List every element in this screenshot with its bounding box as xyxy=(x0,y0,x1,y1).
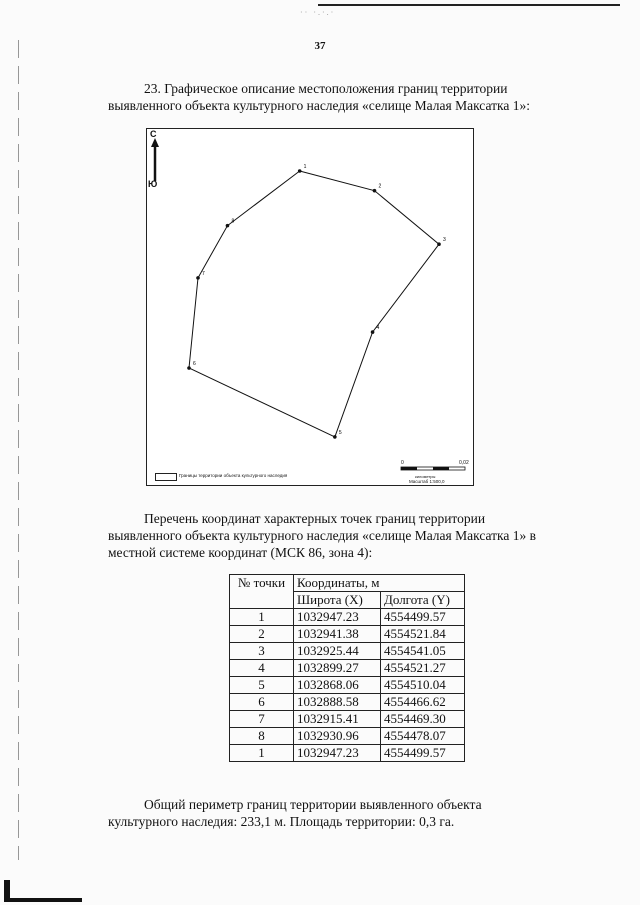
summary-word: выявленного xyxy=(359,797,434,812)
intro-word: Малая xyxy=(414,528,452,543)
heading-word: территории xyxy=(441,81,508,96)
intro-word: культурного xyxy=(233,528,304,543)
summary-word: объекта xyxy=(436,797,482,812)
cell-longitude: 4554510.04 xyxy=(381,677,465,694)
scale-ratio-label: Масштаб 1:500,0 xyxy=(409,479,445,484)
cell-point-number: 6 xyxy=(230,694,294,711)
cell-point-number: 8 xyxy=(230,728,294,745)
cell-point-number: 1 xyxy=(230,609,294,626)
summary-word: границ xyxy=(246,797,287,812)
intro-word: территории xyxy=(418,511,486,526)
intro-word: «селище xyxy=(362,528,412,543)
section-number: 23. xyxy=(144,81,161,96)
header-point-number: № точки xyxy=(230,575,294,609)
scan-top-edge xyxy=(318,4,620,6)
boundary-point-label: 4 xyxy=(376,325,380,332)
legend-label: Границы территории объекта культурного наследия xyxy=(179,473,288,478)
north-arrow xyxy=(151,138,159,181)
summary-word: периметр xyxy=(188,797,244,812)
boundary-map xyxy=(146,128,474,486)
table-row xyxy=(230,626,465,643)
cell-latitude: 1032947.23 xyxy=(294,745,381,762)
cell-point-number: 3 xyxy=(230,643,294,660)
cell-longitude: 4554521.27 xyxy=(381,660,465,677)
cell-longitude: 4554521.84 xyxy=(381,626,465,643)
boundary-point xyxy=(437,242,441,246)
scan-noise: ·· ·.·.· xyxy=(300,8,336,17)
boundary-point-label: 7 xyxy=(202,270,205,277)
intro-word: границ xyxy=(375,511,416,526)
cell-longitude: 4554541.05 xyxy=(381,643,465,660)
cell-point-number: 2 xyxy=(230,626,294,643)
coordinates-intro xyxy=(108,510,588,561)
boundary-point xyxy=(298,169,302,173)
section-heading-line-2: выявленного объекта культурного наследия «селище Малая Максатка 1»: xyxy=(108,98,530,113)
intro-word: выявленного xyxy=(108,528,182,543)
boundary-point-label: 5 xyxy=(338,429,342,436)
heading-word: местоположения xyxy=(298,81,395,96)
summary-word: Общий xyxy=(144,797,186,812)
scale-zero-label: 0 xyxy=(401,460,404,466)
cell-point-number: 7 xyxy=(230,711,294,728)
intro-line-3: местной системе координат (МСК 86, зона 4): xyxy=(108,545,373,560)
boundary-point-label: 2 xyxy=(378,183,382,190)
cell-latitude: 1032930.96 xyxy=(294,728,381,745)
cell-longitude: 4554499.57 xyxy=(381,745,465,762)
intro-word: точек xyxy=(340,511,373,526)
table-row xyxy=(230,609,465,626)
south-label: Ю xyxy=(148,179,158,189)
scan-bottom-edge xyxy=(10,898,82,902)
intro-word: Максатка xyxy=(455,528,510,543)
header-latitude: Широта (X) xyxy=(294,592,381,609)
boundary-point xyxy=(196,276,200,280)
summary-line-1 xyxy=(108,796,588,813)
intro-word: наследия xyxy=(306,528,359,543)
intro-word: объекта xyxy=(185,528,230,543)
cell-latitude: 1032868.06 xyxy=(294,677,381,694)
boundary-point xyxy=(187,366,191,370)
table-row xyxy=(230,694,465,711)
boundary-point-label: 6 xyxy=(193,360,196,367)
header-longitude: Долгота (Y) xyxy=(381,592,465,609)
boundary-point xyxy=(371,330,375,334)
cell-latitude: 1032899.27 xyxy=(294,660,381,677)
table-header-row xyxy=(230,575,465,592)
table-row xyxy=(230,677,465,694)
table-row xyxy=(230,660,465,677)
cell-latitude: 1032947.23 xyxy=(294,609,381,626)
summary-paragraph xyxy=(108,796,588,830)
intro-word: 1» xyxy=(512,528,527,543)
boundary-point xyxy=(226,224,230,228)
heading-word: границ xyxy=(397,81,438,96)
cell-point-number: 4 xyxy=(230,660,294,677)
table-row xyxy=(230,728,465,745)
intro-word: Перечень xyxy=(144,511,199,526)
header-coordinates: Координаты, м xyxy=(294,575,465,592)
intro-word: характерных xyxy=(263,511,338,526)
scale-bar xyxy=(401,467,465,470)
heading-word: Графическое xyxy=(164,81,238,96)
boundary-point xyxy=(333,435,337,439)
cell-longitude: 4554466.62 xyxy=(381,694,465,711)
table-row xyxy=(230,643,465,660)
intro-line-1 xyxy=(108,510,588,527)
summary-line-2: культурного наследия: 233,1 м. Площадь территории: 0,3 га. xyxy=(108,814,455,829)
cell-latitude: 1032941.38 xyxy=(294,626,381,643)
cell-point-number: 5 xyxy=(230,677,294,694)
boundary-map-canvas xyxy=(147,129,473,485)
legend-swatch xyxy=(155,473,177,481)
cell-latitude: 1032888.58 xyxy=(294,694,381,711)
scale-units-label: километры xyxy=(415,474,436,479)
boundary-point xyxy=(373,189,377,193)
summary-word: территории xyxy=(290,797,357,812)
cell-longitude: 4554499.57 xyxy=(381,609,465,626)
table-row xyxy=(230,745,465,762)
scale-max-label: 0,02 xyxy=(459,460,469,466)
boundary-polygon xyxy=(189,171,439,437)
heading-word: описание xyxy=(241,81,295,96)
table-row xyxy=(230,711,465,728)
cell-longitude: 4554478.07 xyxy=(381,728,465,745)
section-heading-line-1 xyxy=(108,80,588,97)
north-label: С xyxy=(150,129,157,139)
boundary-point-label: 1 xyxy=(303,164,307,170)
cell-point-number: 1 xyxy=(230,745,294,762)
intro-word: координат xyxy=(201,511,261,526)
boundary-point-label: 8 xyxy=(231,218,235,225)
cell-longitude: 4554469.30 xyxy=(381,711,465,728)
scan-left-edge xyxy=(18,40,19,860)
page-number: 37 xyxy=(314,40,326,52)
cell-latitude: 1032925.44 xyxy=(294,643,381,660)
section-heading xyxy=(108,80,588,114)
coordinates-table xyxy=(229,574,465,762)
boundary-point-label: 3 xyxy=(443,237,446,244)
intro-word: в xyxy=(529,528,537,543)
cell-latitude: 1032915.41 xyxy=(294,711,381,728)
boundary-points xyxy=(187,164,446,439)
intro-line-2 xyxy=(108,527,588,544)
